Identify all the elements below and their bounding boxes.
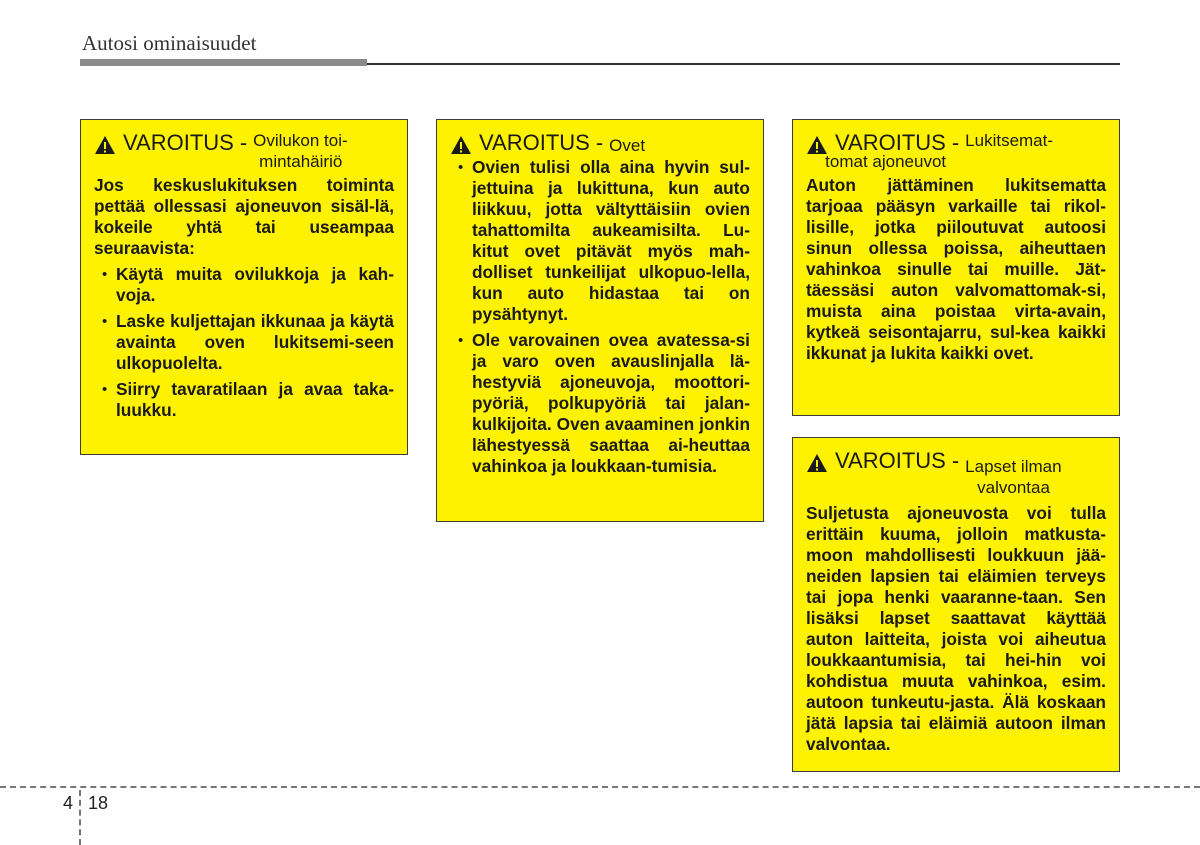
warning-topic: Ovet <box>609 136 646 155</box>
warning-dash: - <box>951 448 960 473</box>
warning-triangle-icon <box>94 135 116 155</box>
warning-topic-line: Lukitsemat- <box>965 131 1054 150</box>
header-accent-bar <box>80 59 367 66</box>
chapter-number: 4 <box>63 793 74 813</box>
page-number: 18 <box>88 793 109 813</box>
warning-dash: - <box>239 130 248 155</box>
page-header-title: Autosi ominaisuudet <box>82 31 257 55</box>
footer-separator <box>79 790 81 845</box>
warning-topic-line: tomat ajoneuvot <box>825 152 947 171</box>
warning-label: VAROITUS <box>835 130 946 155</box>
warning-box-unattended-children <box>792 437 1120 772</box>
warning-heading <box>806 448 1106 498</box>
warning-list-item: • Laske kuljettajan ikkunaa ja käytä avainta oven lukitsemi-seen ulkopuolelta. <box>94 311 394 374</box>
warning-topic-line: valvontaa <box>977 478 1050 497</box>
warning-heading <box>806 130 1106 172</box>
warning-label: VAROITUS <box>123 130 234 155</box>
warning-box-unlocked-vehicles <box>792 119 1120 416</box>
warning-topic <box>253 125 347 172</box>
warning-topic-line: mintahäiriö <box>259 152 343 171</box>
warning-list-item: • Siirry tavaratilaan ja avaa taka-luukku. <box>94 379 394 421</box>
warning-dash: - <box>595 130 604 155</box>
warning-triangle-icon <box>806 453 828 473</box>
footer-divider <box>0 786 1200 788</box>
warning-box-doors <box>436 119 764 522</box>
warning-dash: - <box>951 130 960 155</box>
warning-list <box>94 264 394 421</box>
warning-list <box>450 157 750 477</box>
warning-label: VAROITUS <box>479 130 590 155</box>
warning-label: VAROITUS <box>835 448 946 473</box>
warning-box-door-lock-malfunction <box>80 119 408 455</box>
header-rule <box>367 63 1120 65</box>
warning-heading <box>450 130 750 156</box>
warning-topic <box>965 451 1061 498</box>
warning-list-item: • Ovien tulisi olla aina hyvin sul-jettuina ja lukittuna, kun auto liikkuu, jotta vältyttäisiin ovien tahattomilta aukeamisilta. Lu-kitut ovet pitävät myös mah-dolliset tunkeilijat ulkopuo-lella, kun auto hidastaa tai on pysähtynyt. <box>450 157 750 325</box>
warning-triangle-icon <box>450 135 472 155</box>
warning-intro: Jos keskuslukituksen toiminta pettää ollessasi ajoneuvon sisäl-lä, kokeile yhtä tai useampaa seuraavista: <box>94 175 394 258</box>
warning-list-item: • Käytä muita ovilukkoja ja kah-voja. <box>94 264 394 306</box>
warning-text: Suljetusta ajoneuvosta voi tulla erittäin kuuma, jolloin matkusta-moon mahdollisesti loukkuun jää-neiden lapsien tai eläimien terveys tai jopa henki vaaranne-taan. Sen lisäksi lapset saattavat käyttää auton laitteita, joista voi aiheutua loukkaantumisia, tai hei-hin voi kohdistua muuta vahinkoa, esim. autoon tunkeutu-jasta. Älä koskaan jätä lapsia tai eläimiä autoon ilman valvontaa. <box>806 503 1106 754</box>
warning-topic-line: Lapset ilman <box>965 457 1062 476</box>
warning-list-item: • Ole varovainen ovea avatessa-si ja varo oven avauslinjalla lä-hestyviä ajoneuvoja, moottori-pyöriä, polkupyöriä tai jalan-kulkijoita. Oven avaaminen jonkin lähestyessä saattaa ai-heuttaa vahinkoa ja loukkaan-tumisia. <box>450 330 750 477</box>
warning-heading <box>94 130 394 172</box>
warning-text: Auton jättäminen lukitsematta tarjoaa pääsyn varkaille tai rikol-lisille, jotka piiloutuvat autoosi sinun ollessa poissa, aiheuttaen vahinkoa sinulle tai muille. Jät-täessäsi auton valvomattomak-si, muista aina poistaa virta-avain, kytkeä seisontajarru, sul-kea kaikki ikkunat ja lukita kaikki ovet. <box>806 175 1106 363</box>
warning-topic-line: Ovilukon toi- <box>253 131 348 150</box>
